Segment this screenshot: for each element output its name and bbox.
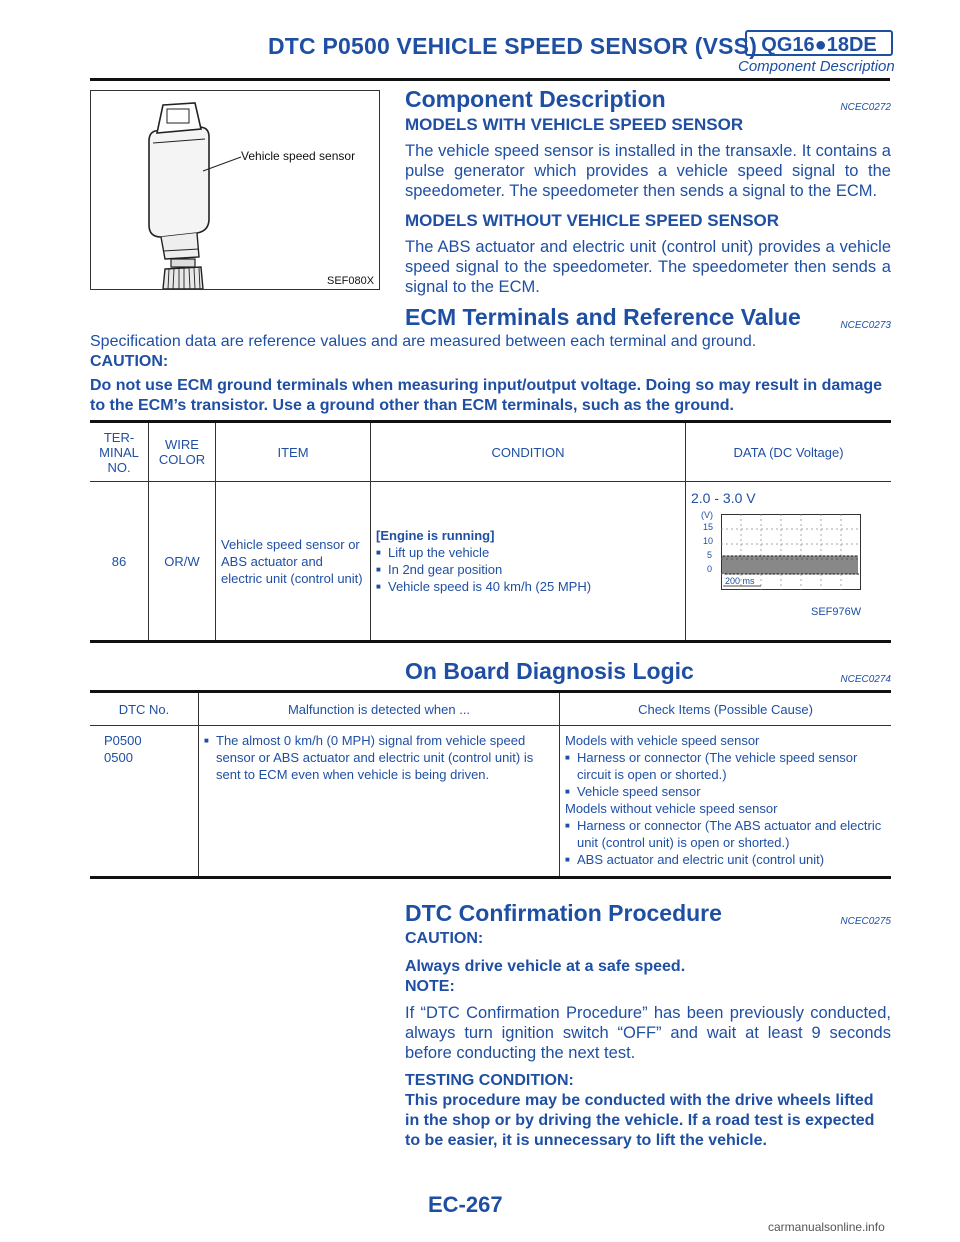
page-number: EC-267 [428,1192,503,1217]
list-item: ■ Harness or connector (The vehicle speed sensor circuit is open or shorted.) [565,749,886,783]
watermark: carmanualsonline.info [768,1220,885,1234]
col-item: ITEM [216,423,371,481]
scope-unit: (V) [701,510,713,520]
check-group-label: Models with vehicle speed sensor [565,733,760,748]
scope-tick: 10 [703,536,714,546]
condition-list [376,544,680,595]
scope-tick: 0 [707,564,713,574]
check-list-with [565,749,886,800]
paragraph-with-sensor: The vehicle speed sensor is installed in the transaxle. It contains a pulse generator which provides a vehicle speed signal to the speedometer. The speedometer then sends a signal to the ECM. [405,142,891,200]
vehicle-speed-sensor-illustration [91,91,379,289]
obd-section [90,658,891,879]
col-wire: WIRE COLOR [149,423,216,481]
page-header-subtitle: Component Description [738,58,895,75]
list-item: ■ Vehicle speed is 40 km/h (25 MPH) [376,578,680,595]
list-item: ■ Lift up the vehicle [376,544,680,561]
check-list-without [565,817,886,868]
wire-color: OR/W [149,482,216,640]
scope-tick: 5 [707,550,713,560]
paragraph-without-sensor: The ABS actuator and electric unit (control unit) provides a vehicle speed signal to the speedometer. The speedometer then sends a signal to the ECM. [405,238,891,296]
dtc-code-alt: 0500 [104,750,133,765]
data-cell [686,482,892,640]
caution-text: Always drive vehicle at a safe speed. [405,958,686,975]
condition-cell [371,482,686,640]
ecm-table [90,423,891,640]
subheading-without-sensor: MODELS WITHOUT VEHICLE SPEED SENSOR [405,211,780,230]
table-row [90,726,891,876]
terminal-number: 86 [111,553,127,569]
section-ref: NCEC0273 [840,320,891,331]
voltage-value: 2.0 - 3.0 V [691,490,756,506]
figure-code: SEF080X [327,275,375,287]
item-cell: Vehicle speed sensor or ABS actuator and electric unit (control unit) [216,482,371,640]
ecm-section [90,304,891,643]
list-item: ■ Harness or connector (The ABS actuator and electric unit (control unit) is open or shorted.) [565,817,886,851]
header-rule [90,78,890,81]
sensor-label: Vehicle speed sensor [241,149,356,163]
note-label: NOTE: [405,978,455,995]
col-data: DATA (DC Voltage) [686,423,892,481]
col-terminal: TER- MINAL NO. [99,429,139,475]
component-description-section [405,86,891,297]
malfunction-list [204,732,554,783]
engine-badge: QG16●18DE [745,30,893,56]
note-text: If “DTC Confirmation Procedure” has been previously conducted, always turn ignition switch “OFF” and wait at least 9 seconds before conducting the next test. [405,1004,891,1062]
table-header-row [90,693,891,725]
caution-label: CAUTION: [405,930,484,947]
oscilloscope-figure [691,510,881,620]
obd-table [90,693,891,876]
section-heading: On Board Diagnosis Logic [405,658,694,684]
col-check-items: Check Items (Possible Cause) [560,693,892,725]
confirmation-section [405,900,891,1151]
section-heading: DTC Confirmation Procedure [405,900,722,926]
col-dtc: DTC No. [118,701,170,717]
dtc-code: P0500 [104,733,142,748]
table-row [90,482,891,640]
list-item: ■ Vehicle speed sensor [565,783,886,800]
section-heading: ECM Terminals and Reference Value [405,304,801,330]
scope-figure-code: SEF976W [811,606,862,618]
check-items-cell [560,726,892,876]
condition-title: [Engine is running] [376,528,495,543]
section-ref: NCEC0274 [840,674,891,685]
col-condition: CONDITION [371,423,686,481]
list-item: ■ The almost 0 km/h (0 MPH) signal from vehicle speed sensor or ABS actuator and electric unit (control unit) is sent to ECM even when vehicle is being driven. [204,732,554,783]
section-heading: Component Description [405,86,666,112]
malfunction-cell [199,726,560,876]
table-rule [90,876,891,879]
table-header-row [90,423,891,481]
page-header-title: DTC P0500 VEHICLE SPEED SENSOR (VSS) [268,33,758,59]
sensor-figure [90,90,380,290]
scope-tick: 15 [703,522,714,532]
dtc-cell [90,726,199,876]
list-item: ■ In 2nd gear position [376,561,680,578]
caution-text: Do not use ECM ground terminals when measuring input/output voltage. Doing so may result in damage to the ECM’s transistor. Use a ground other than ECM terminals, such as the ground. [90,377,883,414]
testing-text: This procedure may be conducted with the drive wheels lifted in the shop or by driving the vehicle. If a road test is expected to be easier, it is unnecessary to lift the vehicle. [405,1092,875,1149]
subheading-with-sensor: MODELS WITH VEHICLE SPEED SENSOR [405,115,744,134]
caution-label: CAUTION: [90,353,169,370]
ecm-intro: Specification data are reference values and are measured between each terminal and ground. [90,333,757,350]
section-ref: NCEC0275 [840,916,891,927]
testing-label: TESTING CONDITION: [405,1072,574,1089]
list-item: ■ ABS actuator and electric unit (control unit) [565,851,886,868]
section-ref: NCEC0272 [840,102,891,113]
check-group-label: Models without vehicle speed sensor [565,801,778,816]
scope-time: 200 ms [725,576,755,586]
col-malfunction: Malfunction is detected when ... [199,693,560,725]
table-rule [90,640,891,643]
